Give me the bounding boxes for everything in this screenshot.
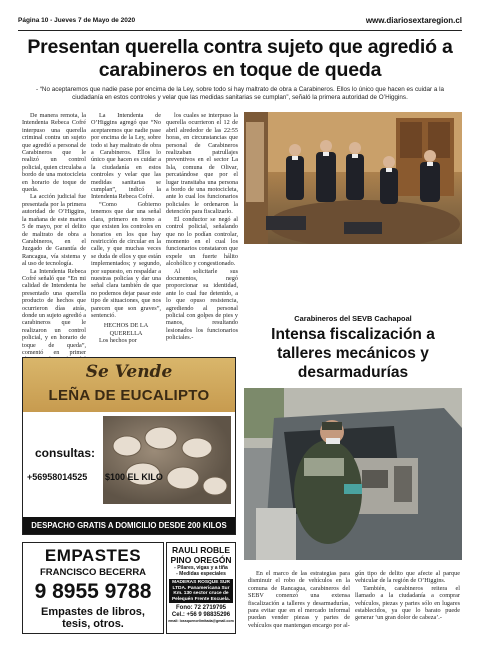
subheading-querella: HECHOS DE LA QUERELLA (103, 322, 149, 337)
paragraph: Los hechos por (99, 337, 137, 345)
paragraph: La Intendenta Rebeca Cofré señaló que “En mi calidad de Intendenta he presentado una querella producto de hechos que ocurrieron días atrás, donde un sujeto agredió a carabineros que le realizaron un control policial, y en horario de toque de queda”, comentó en primer (22, 267, 86, 356)
page-header (18, 16, 462, 31)
ad-line: tesis, otros. (62, 618, 124, 630)
firewood-image (103, 416, 231, 504)
lumber-advertisement[interactable] (166, 542, 236, 634)
paragraph: La Intendenta de O’Higgins agregó que “No aceptaremos que nadie pase por encima de la Ley, sobre todo si hay maltrato de obra a Carabineros. Ellos lo único que hacen es cuidar a la ciudadanía en estos controles y velar que las medidas sanitarias se cumplan”, indicó la Intendenta Rebeca Cofré. (91, 112, 161, 201)
ad-cel[interactable]: Cel.: +56 9 98835296 (171, 612, 231, 619)
site-url[interactable]: www.diariosextaregion.cl (365, 16, 462, 25)
paragraph: En el marco de las estrategias para disminuir el robo de vehículos en la comuna de Rancagua, carabineros del SEBV comenzó una extensa fiscalización a talleres y desarmadurías, para evitar que en el mercado informal puedan vender piezas y partes de vehículos que mantengan encargo por al- (248, 570, 350, 629)
paragraph: gún tipo de delito que afecte al parque vehicular de la región de O’Higgins. (355, 570, 460, 585)
paragraph: “Como Gobierno tenemos que dar una señal clara, primero en torno a que existen los controles en horarios en los que hay restricción de circular en la calle, y que muchas veces se duda de ellos y que están implementados; y segundo, por supuesto, en respaldar a nuestras policías y dar una señal clara también de que no podemos dejar pasar este tipo de situaciones, que nos parecen que son graves”, sentenció. (91, 200, 161, 319)
paragraph: El conductor se negó al control policial, señalando que no lo podían controlar, momento en el cual los funcionarios constataron que expele un fuerte hálito alcohólico y congestionado. (166, 215, 238, 268)
article2-column-1 (248, 570, 350, 629)
inspection-photo (244, 388, 462, 560)
ad-phone[interactable]: +56958014525 (27, 472, 88, 482)
paragraph: De manera remota, la Intendenta Rebeca Cofré interpuso una querella criminal contra un sujeto que agredió a personal de Carabineros que le realizó un control policial, quien circulaba a bordo de una motocicleta en horario de toque de queda. (22, 112, 86, 194)
ad-address-box: MADERAS ROSQUE SUR LTDA. Panamericana Sur Km. 130 sector cruce de Pelequén Frente Escuela. (169, 579, 233, 603)
article-deck: - “No aceptaremos que nadie pase por encima de la Ley, sobre todo si hay maltrato de obra a Carabineros. Ellos lo único que hacen es cuidar a la ciudadanía en estos controles y velar que las medidas sanitarias se cumplan”, señaló la primera autoridad de O’Higgins. (35, 86, 445, 101)
ad-title: Se Vende (85, 362, 173, 382)
article1-column-1 (22, 112, 86, 371)
ad-line: - Pilares, vigas y a tiña (174, 565, 228, 571)
ad-title: PINO OREGÓN (170, 555, 232, 565)
inspection-photo-illustration (244, 388, 462, 560)
ad-price: $100 EL KILO (105, 472, 163, 482)
paragraph: Al solicitarle sus documentos, negó proporcionar su identidad, ante lo cual fue detenido, a lo que opuso resistencia, agrediendo al personal policial con golpes de pies y manos, resultando lesionados los funcionarios policiales.- (166, 267, 238, 342)
consultas-label: consultas: (35, 446, 96, 460)
article2-kicker: Carabineros del SEVB Cachapoal (294, 314, 412, 323)
article1-column-2 (91, 112, 161, 345)
ad-line: Empastes de libros, (41, 606, 145, 618)
ad-subtitle: LEÑA DE EUCALIPTO (48, 387, 210, 404)
delivery-banner: DESPACHO GRATIS A DOMICILIO DESDE 200 KILOS (23, 517, 235, 534)
meeting-photo-illustration (244, 112, 462, 244)
ad-title: RAULI ROBLE (171, 545, 231, 555)
paragraph: También, carabineros reitera el llamado a la ciudadanía a comprar vehículos, piezas y partes sólo en lugares establecidos, ya que lo barato puede generar ‘un gran dolor de cabeza’.- (355, 584, 460, 622)
ad-name: FRANCISCO BECERRA (39, 567, 147, 578)
paragraph: los cuales se interpuso la querella ocurrieron el 12 de abril alrededor de las 22:55 horas, en circunstancias que personal de Carabineros realizaban patrullajes preventivos en el sector La Isla, comuna de Olivar, percatándose que por el lugar transitaba una persona a bordo de una motocicleta, ante lo cual los funcionarios policiales le ordenaron la detención para fiscalizarlo. (166, 112, 238, 216)
article2-column-2 (355, 570, 460, 622)
ad-title: EMPASTES (44, 546, 142, 565)
ad-fono[interactable]: Fono: 72 2719795 (175, 605, 227, 612)
ad-line: - Medidas especiales (176, 571, 226, 577)
bookbinding-advertisement[interactable] (22, 542, 164, 634)
main-headline: Presentan querella contra sujeto que agredió a carabineros en toque de queda (27, 36, 453, 81)
paragraph: La acción judicial fue presentada por la primera autoridad de O’Higgins, la mañana de este martes 5 de mayo, por el delito de maltrato de obra a Carabineros, en el Juzgado de Garantía de Rancagua, vía sistema y al uso de tecnología. (22, 193, 86, 268)
firewood-advertisement[interactable] (22, 357, 236, 535)
ad-phone[interactable]: 9 8955 9788 (34, 580, 152, 603)
firewood-illustration (103, 416, 231, 504)
article2-headline: Intensa fiscalización a talleres mecánicos y desarmadurías (271, 326, 435, 381)
meeting-photo (244, 112, 462, 244)
article1-column-3 (166, 112, 238, 342)
page-date: Página 10 - Jueves 7 de Mayo de 2020 (18, 17, 136, 24)
ad-email[interactable]: email: lossquenorlimitada@gmail.com (168, 619, 234, 624)
